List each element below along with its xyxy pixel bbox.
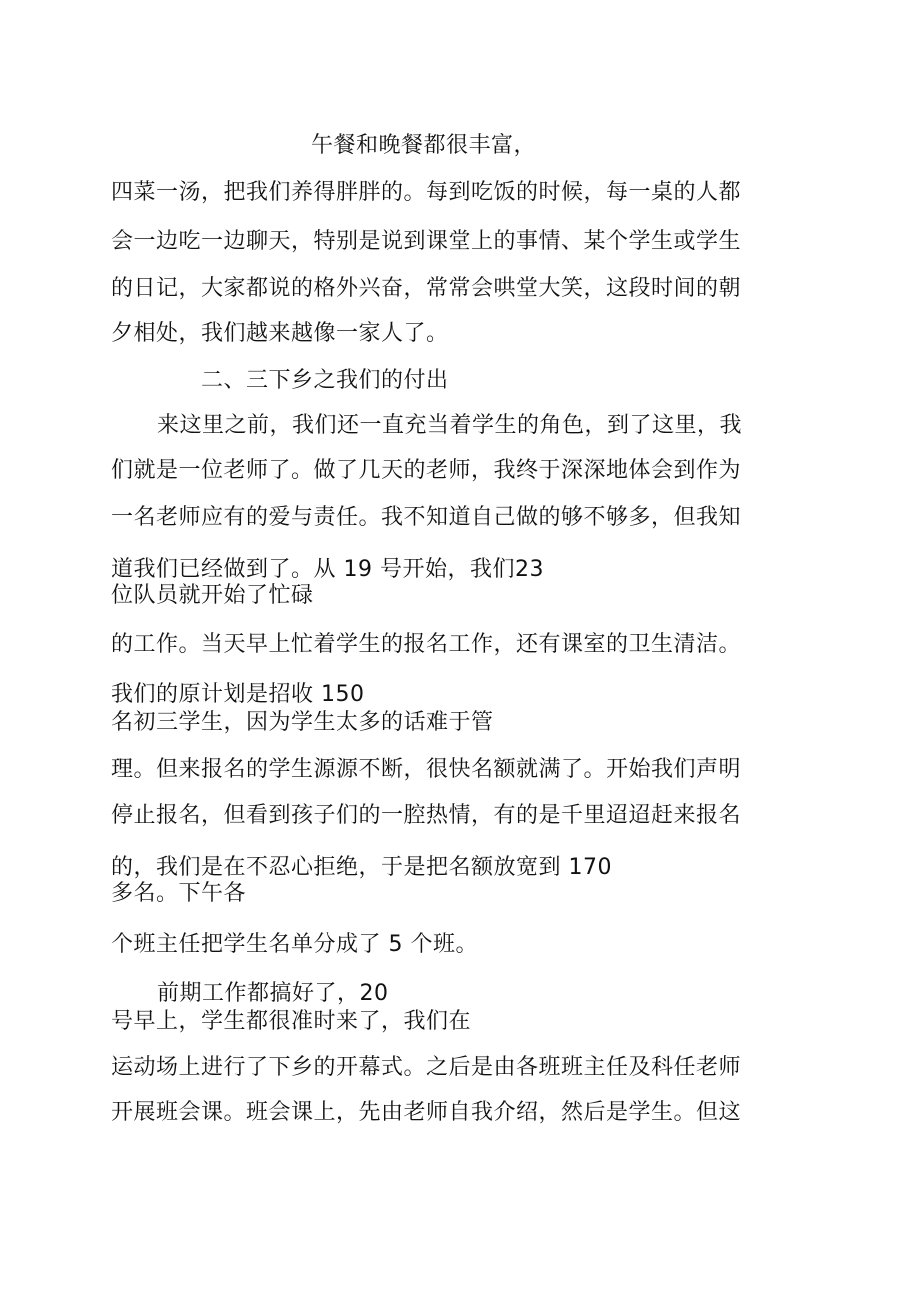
text-line: 个班主任把学生名单分成了 5 个班。: [111, 932, 478, 957]
text-line: 夕相处，我们越来越像一家人了。: [111, 321, 449, 346]
text-line: 道我们已经做到了。从 19 号开始，我们23: [111, 557, 544, 582]
text-line: 运动场上进行了下乡的开幕式。之后是由各班班主任及科任老师: [111, 1055, 742, 1080]
text-line: 们就是一位老师了。做了几天的老师，我终于深深地体会到作为: [111, 458, 742, 483]
text-line: 多名。下午各: [111, 881, 247, 906]
text-line: 前期工作都搞好了，20: [157, 981, 389, 1006]
text-line: 四菜一汤，把我们养得胖胖的。每到吃饭的时候，每一桌的人都: [111, 180, 742, 205]
text-line: 会一边吃一边聊天，特别是说到课堂上的事情、某个学生或学生: [111, 229, 742, 254]
text-line: 理。但来报名的学生源源不断，很快名额就满了。开始我们声明: [111, 757, 742, 782]
text-line: 开展班会课。班会课上，先由老师自我介绍，然后是学生。但这: [111, 1100, 742, 1125]
section-heading: 二、三下乡之我们的付出: [201, 368, 449, 393]
text-line: 位队员就开始了忙碌: [111, 583, 314, 608]
text-line: 名初三学生，因为学生太多的话难于管: [111, 710, 494, 735]
text-line: 的工作。当天早上忙着学生的报名工作，还有课室的卫生清洁。: [111, 632, 742, 657]
text-line: 的日记，大家都说的格外兴奋，常常会哄堂大笑，这段时间的朝: [111, 276, 742, 301]
text-line: 停止报名，但看到孩子们的一腔热情，有的是千里迢迢赶来报名: [111, 803, 742, 828]
text-line: 我们的原计划是招收 150: [111, 682, 365, 707]
text-line: 号早上，学生都很准时来了，我们在: [111, 1009, 472, 1034]
text-line: 一名老师应有的爱与责任。我不知道自己做的够不够多，但我知: [111, 505, 742, 530]
text-line: 来这里之前，我们还一直充当着学生的角色，到了这里，我: [157, 413, 743, 438]
text-line: 午餐和晚餐都很丰富，: [311, 133, 537, 158]
text-line: 的，我们是在不忍心拒绝，于是把名额放宽到 170: [111, 855, 612, 880]
